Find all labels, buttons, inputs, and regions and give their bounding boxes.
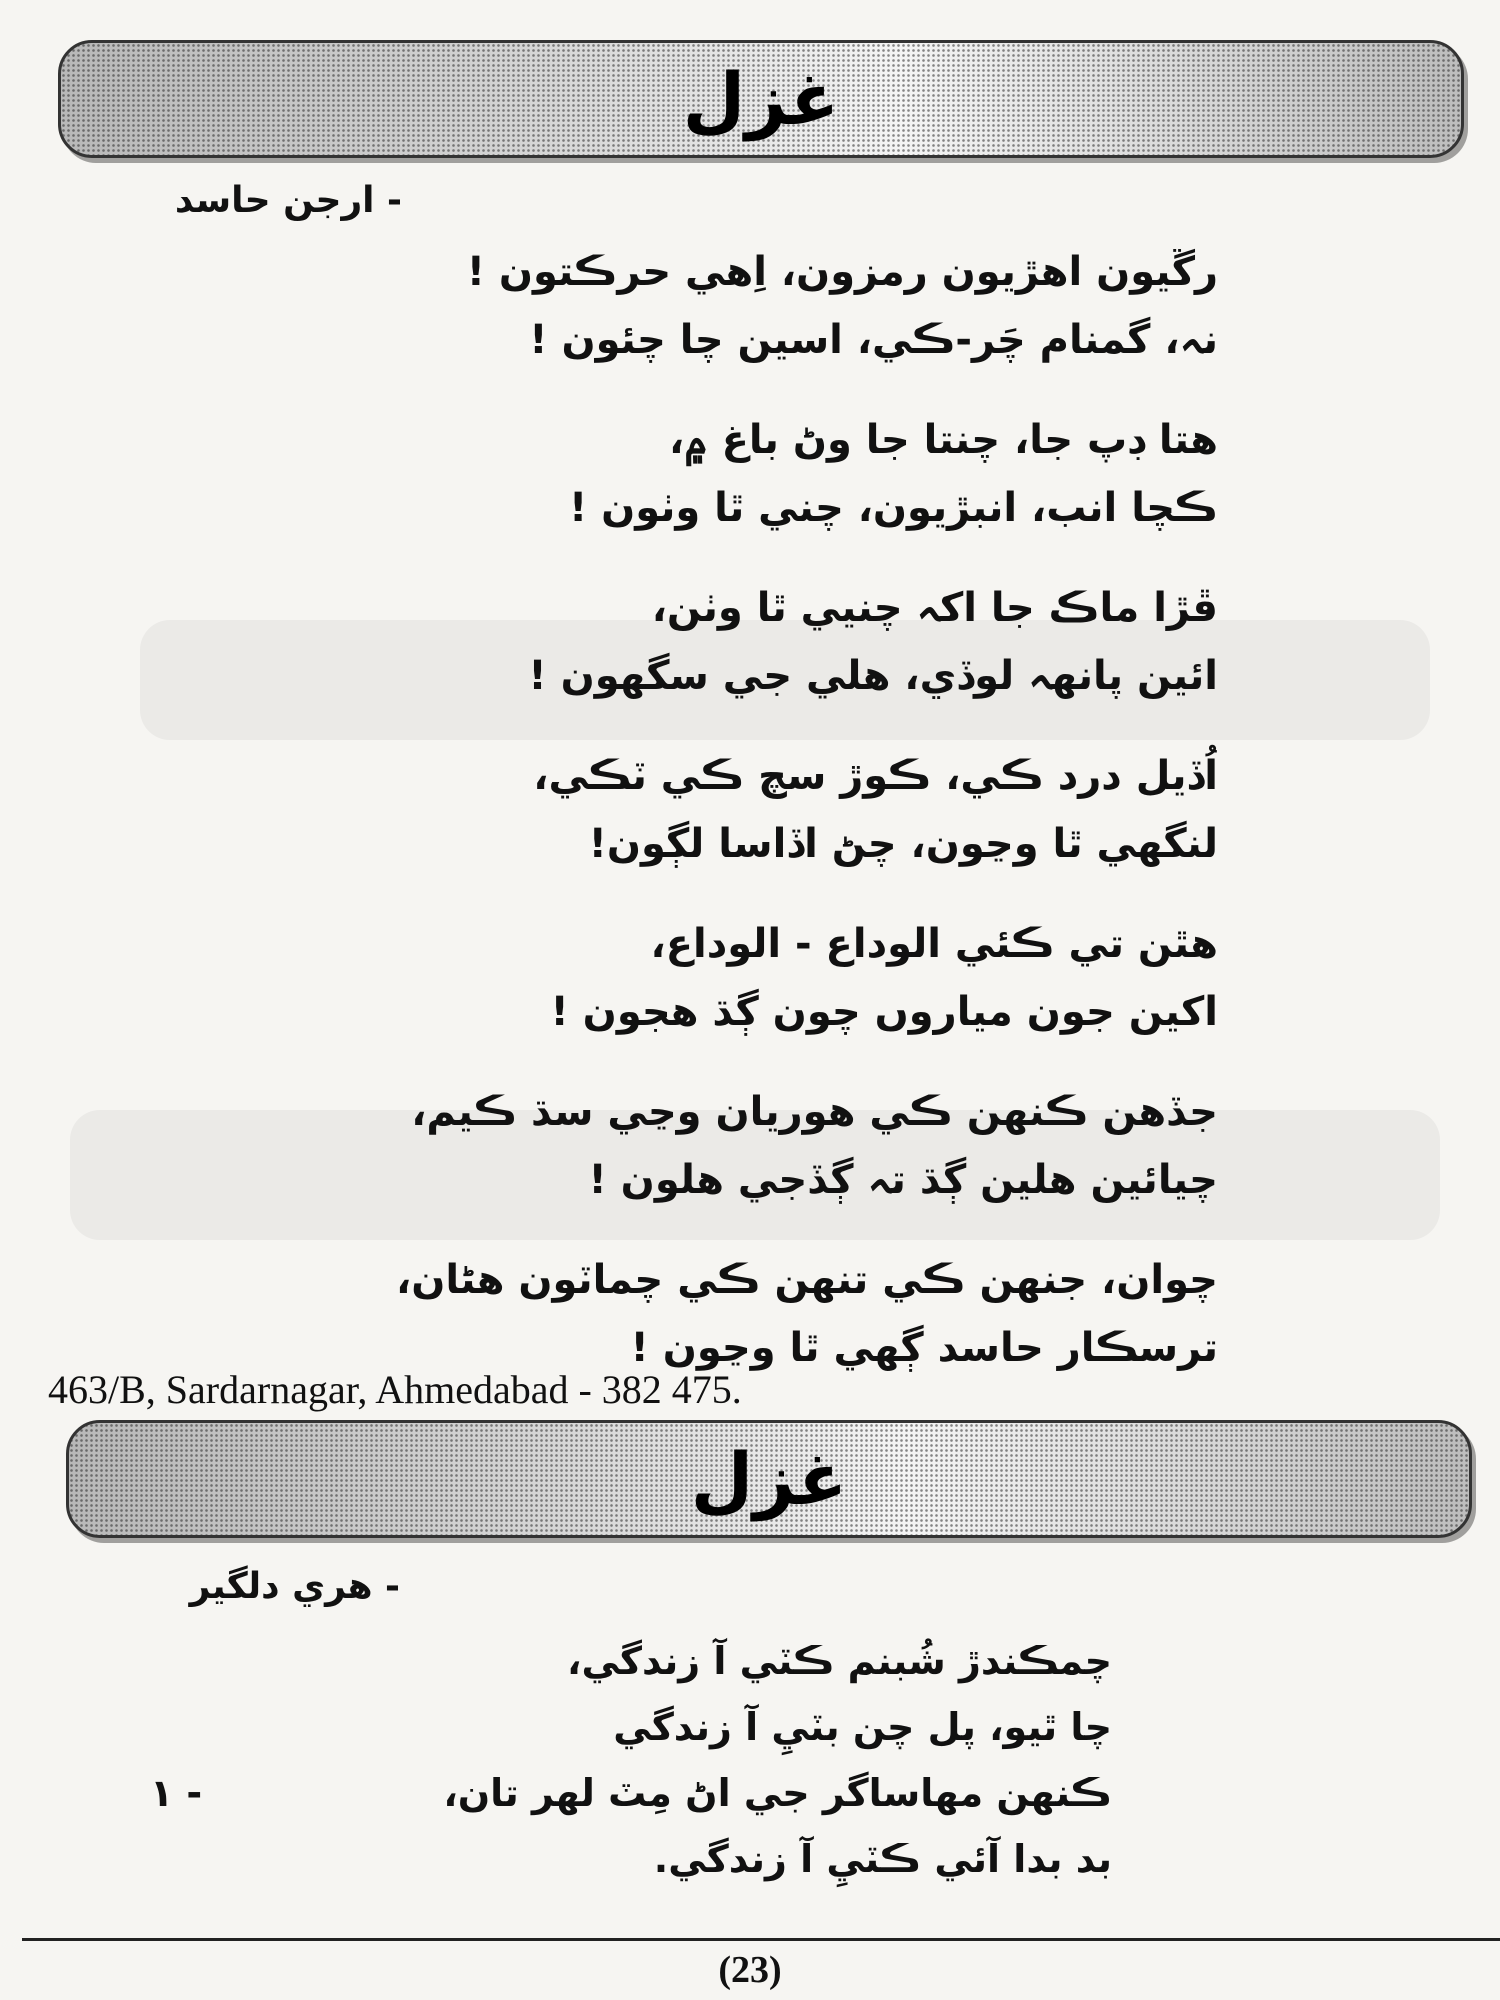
ghazal-2-poem [150, 1628, 1112, 1892]
verse-number: ١ - [150, 1771, 203, 1815]
verse-line: چا ٿيو، پل چن بٽيِ آ زندگي [613, 1705, 1112, 1749]
ghazal-2-author: - هري دلگير [189, 1566, 400, 1607]
verse-line: اکين جون مياروں چون ڳڌ هجون ! [550, 989, 1218, 1035]
verse-line: جڏهن ڪنهن ڪي هوريان وڃي سڌ ڪيم، [411, 1089, 1218, 1135]
ghazal-1-author: - ارجن حاسد [174, 180, 402, 221]
verse-line: بد بدا آئي ڪٽيِ آ زندگي. [653, 1837, 1112, 1881]
verse-line: هتا ڊپ جا، چنتا جا وڻ باغ ۾، [669, 417, 1218, 463]
page-number: (23) [718, 1949, 782, 1991]
ghazal-1-title: غزل [682, 57, 840, 141]
verse-line: نہ، گمنام چَر-ڪي، اسين چا چئون ! [529, 317, 1218, 363]
footer-divider [22, 1938, 1500, 1941]
author-address: 463/B, Sardarnagar, Ahmedabad - 382 475. [48, 1367, 742, 1412]
ghazal-1-poem [218, 238, 1218, 1382]
verse-line: ترسڪار حاسد ڳھي ٿا وڃون ! [630, 1325, 1218, 1371]
verse-line: ڦڙا ماڪ جا اکہ چنيي ٿا وٺن، [651, 585, 1218, 631]
verse-line: ڪچا انب، انبڙيون، چني ٿا وٺون ! [568, 485, 1218, 531]
verse-line: ائين پانهہ لوڏي، هلي جي سگھون ! [528, 653, 1218, 699]
verse-line: چيائين هلين ڳڌ تہ ڳڏجي هلون ! [588, 1157, 1218, 1203]
verse-line: چوان، جنهن ڪي تنهن ڪي چماٽون هڻان، [396, 1257, 1218, 1303]
verse-line: چمڪندڙ شُبنم ڪٽي آ زندگي، [567, 1639, 1112, 1683]
ghazal-1-title-banner [58, 40, 1464, 158]
verse-line: هٿن تي ڪئي الوداع - الوداع، [650, 921, 1218, 967]
verse-line: اُڏيل درد ڪي، ڪوڙ سچ ڪي ٽڪي، [533, 753, 1218, 799]
verse-line: لنگھي ٿا وڃون، چڻ اڏاسا لڳون! [588, 821, 1218, 867]
ghazal-2-title-banner [66, 1420, 1472, 1538]
verse-line-text: ڪنهن مهاساگر جي اڻ مِٽ لهر تان، [443, 1771, 1112, 1815]
verse-line: رڱيون اهڙيون رمزون، اِهي حرڪتون ! [466, 249, 1218, 295]
verse-line [150, 1760, 1112, 1826]
ghazal-2-title: غزل [690, 1437, 848, 1521]
